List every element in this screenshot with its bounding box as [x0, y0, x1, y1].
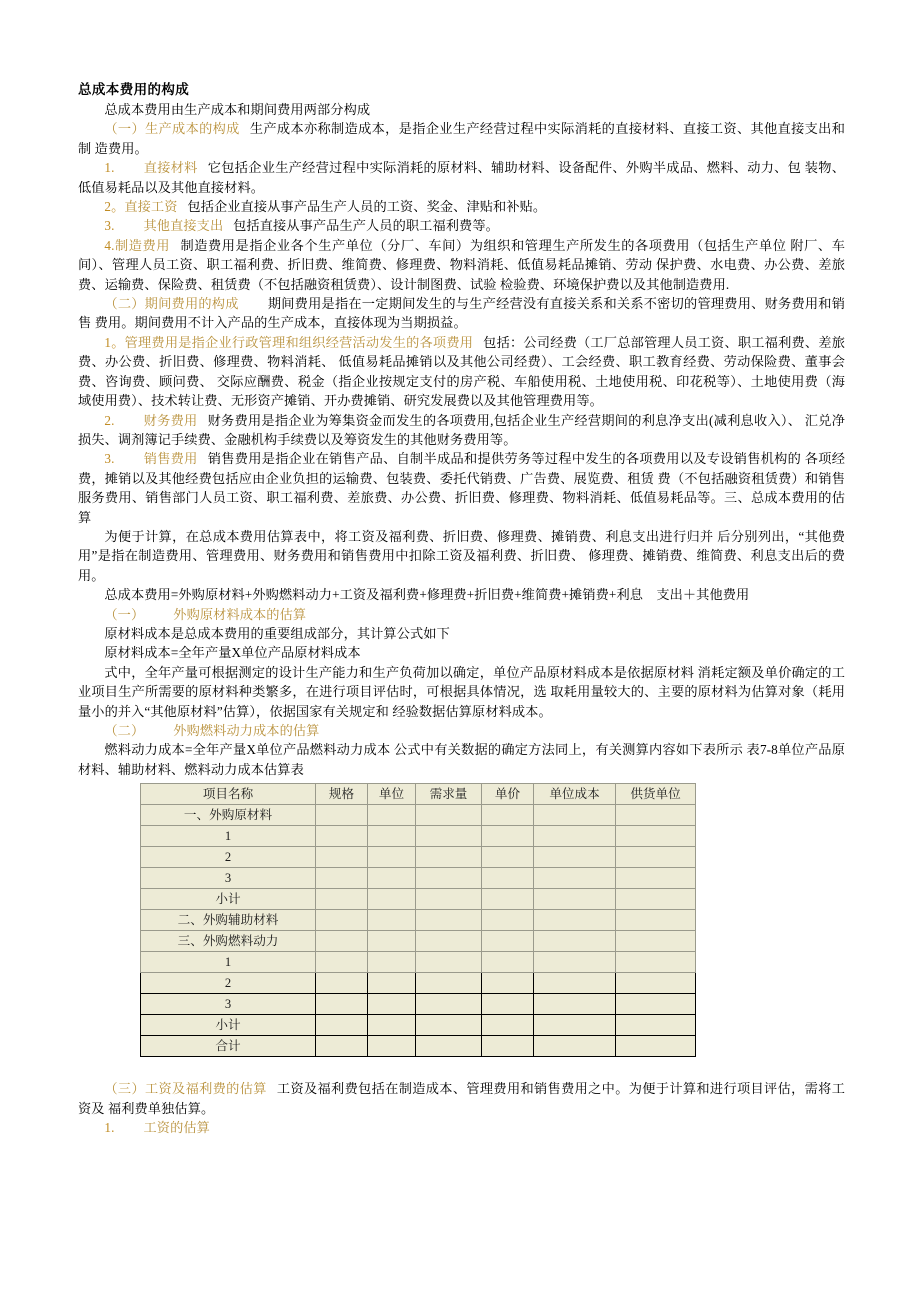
formula-total-cost-text: 总成本费用=外购原材料+外购燃料动力+工资及福利费+修理费+折旧费+维简费+摊销费+利息 支出＋其他费用: [104, 587, 750, 603]
item-number-p1: 1。: [104, 334, 125, 350]
table-cell-spec: [316, 952, 368, 973]
table-cell-item-name: 一、外购原材料: [141, 805, 316, 826]
item-selling-expense: [78, 449, 845, 527]
item-heading-selling-expense: 销售费用: [143, 451, 198, 467]
table-cell-item-name: 合计: [141, 1036, 316, 1057]
table-cell-unit: [368, 868, 416, 889]
item-body-other-direct: 包括直接从事产品生产人员的职工福利费等。: [233, 218, 499, 234]
table-row: [141, 931, 696, 952]
table-row: [141, 889, 696, 910]
table-cell-item-name: 2: [141, 973, 316, 994]
table-row: [141, 1015, 696, 1036]
section-body-period-expense: 期间费用是指在一定期间发生的与生产经营没有直接关系和关系不密切的管理费用、财务费用和销售 费用。期间费用不计入产品的生产成本，直接体现为当期损益。: [78, 296, 846, 331]
table-cell-price: [482, 805, 534, 826]
table-cell-unit: [368, 1015, 416, 1036]
after-table-content: [78, 1079, 845, 1137]
table-cell-unit: [368, 1036, 416, 1057]
item-number-4: 4.: [104, 237, 115, 253]
item-heading-manufacturing-overhead: 制造费用: [114, 237, 171, 253]
table-cell-price: [482, 826, 534, 847]
table-cell-unit-cost: [534, 952, 616, 973]
table-row: [141, 826, 696, 847]
raw-material-formula: [78, 643, 845, 662]
item-number-2: 2。: [104, 199, 125, 215]
section-period-expense: [78, 294, 845, 333]
table-cell-demand: [416, 847, 482, 868]
item-direct-wages: [78, 197, 845, 216]
cost-estimation-table: [140, 783, 696, 1057]
table-cell-item-name: 3: [141, 868, 316, 889]
table-cell-demand: [416, 994, 482, 1015]
item-heading-other-direct: 其他直接支出: [143, 218, 224, 234]
table-cell-unit: [368, 847, 416, 868]
table-cell-supplier: [616, 826, 696, 847]
item-number-s7: 1.: [104, 1120, 115, 1136]
section-heading-purchased-raw-material: 外购原材料成本的估算: [173, 606, 307, 622]
table-cell-demand: [416, 889, 482, 910]
section-body-production-cost: 生产成本亦称制造成本，是指企业生产经营过程中实际消耗的直接材料、直接工资、其他直接支出和制 造费用。: [78, 121, 846, 156]
table-cell-supplier: [616, 910, 696, 931]
table-row: [141, 910, 696, 931]
table-cell-supplier: [616, 889, 696, 910]
table-cell-spec: [316, 931, 368, 952]
table-cell-price: [482, 1015, 534, 1036]
section-heading-number-two: （二）: [104, 723, 145, 738]
section-purchased-raw-material: [78, 605, 845, 624]
item-body-financial-expense: 财务费用是指企业为筹集资金而发生的各项费用,包括企业生产经营期间的利息净支出(减利息收入）、 汇兑净损失、调剂簿记手续费、金融机构手续费以及筹资发生的其他财务费用等。: [78, 412, 845, 447]
table-cell-demand: [416, 1015, 482, 1036]
table-cell-unit-cost: [534, 868, 616, 889]
item-admin-expense: [78, 333, 845, 411]
table-cell-unit-cost: [534, 826, 616, 847]
table-cell-unit: [368, 805, 416, 826]
section-heading-purchased-fuel-power: 外购燃料动力成本的估算: [173, 723, 320, 738]
table-header-price: 单价: [482, 784, 534, 805]
fuel-power-explanation-text: 燃料动力成本=全年产量X单位产品燃料动力成本 公式中有关数据的确定方法同上，有关测算内容如下表所示 表7-8单位产品原材料、辅助材料、燃料动力成本估算表: [78, 742, 845, 777]
table-cell-demand: [416, 973, 482, 994]
table-header-unit: 单位: [368, 784, 416, 805]
table-cell-price: [482, 868, 534, 889]
fuel-power-explanation: [78, 740, 845, 779]
item-body-direct-wages: 包括企业直接从事产品生产人员的工资、奖金、津贴和补贴。: [187, 199, 547, 215]
table-cell-spec: [316, 826, 368, 847]
table-cell-supplier: [616, 847, 696, 868]
table-cell-price: [482, 931, 534, 952]
table-row: [141, 847, 696, 868]
table-cell-demand: [416, 910, 482, 931]
table-cell-unit-cost: [534, 847, 616, 868]
table-cell-item-name: 1: [141, 952, 316, 973]
table-cell-unit: [368, 889, 416, 910]
table-cell-spec: [316, 868, 368, 889]
table-cell-spec: [316, 1036, 368, 1057]
raw-material-explanation: [78, 663, 845, 721]
table-cell-item-name: 2: [141, 847, 316, 868]
raw-material-explanation-text: 式中，全年产量可根据测定的设计生产能力和生产负荷加以确定，单位产品原材料成本是依据原材料 消耗定额及单价确定的工业项目生产所需要的原材料种类繁多，在进行项目评估时，可根据具体情况，选 取耗用量较大的、主要的原材料为估算对象（耗用量小的并入“其他原材料”估算），依据国家有关规定和 经验数据估算原材料成本。: [78, 664, 845, 719]
table-cell-unit: [368, 952, 416, 973]
table-cell-unit-cost: [534, 910, 616, 931]
table-cell-unit: [368, 973, 416, 994]
table-cell-unit-cost: [534, 994, 616, 1015]
raw-material-line-1: [78, 624, 845, 643]
raw-material-formula-text: 原材料成本=全年产量X单位产品原材料成本: [104, 645, 361, 661]
table-cell-demand: [416, 868, 482, 889]
table-cell-unit: [368, 826, 416, 847]
item-number-3: 3.: [104, 218, 115, 234]
table-cell-spec: [316, 889, 368, 910]
item-heading-financial-expense: 财务费用: [143, 412, 198, 428]
table-cell-spec: [316, 847, 368, 868]
table-cell-supplier: [616, 952, 696, 973]
table-cell-demand: [416, 931, 482, 952]
paragraph-total-cost-estimation: [78, 527, 845, 585]
table-cell-supplier: [616, 931, 696, 952]
table-cell-price: [482, 847, 534, 868]
item-manufacturing-overhead: [78, 236, 845, 294]
section-heading-production-cost: （一）生产成本的构成: [104, 121, 240, 137]
table-cell-supplier: [616, 994, 696, 1015]
section-body-wages-benefits: 工资及福利费包括在制造成本、管理费用和销售费用之中。为便于计算和进行项目评估，需将工资及 福利费单独估算。: [78, 1081, 845, 1116]
table-cell-spec: [316, 1015, 368, 1036]
table-cell-unit: [368, 994, 416, 1015]
table-header-supplier: 供货单位: [616, 784, 696, 805]
item-direct-material: [78, 158, 845, 197]
table-cell-spec: [316, 805, 368, 826]
item-other-direct: [78, 216, 845, 235]
table-cell-demand: [416, 1036, 482, 1057]
table-cell-spec: [316, 994, 368, 1015]
table-cell-unit-cost: [534, 805, 616, 826]
table-cell-unit-cost: [534, 1015, 616, 1036]
table-cell-supplier: [616, 973, 696, 994]
intro-paragraph: [78, 100, 845, 119]
table-header-demand: 需求量: [416, 784, 482, 805]
item-body-admin-expense: 包括：公司经费（工厂总部管理人员工资、职工福利费、差旅费、办公费、折旧费、修理费、物料消耗、 低值易耗品摊销以及其他公司经费）、工会经费、职工教育经费、劳动保险费、董事会费、咨询费、顾问费、 交际应酬费、税金（指企业按规定支付的房产税、车船使用税、土地使用税、印花税等）、土地使用费（海 域使用费）、技术转让费、无形资产摊销、开办费摊销、研究发展费以及其他管理费用等。: [78, 334, 845, 409]
table-cell-demand: [416, 952, 482, 973]
table-header-item-name: 项目名称: [141, 784, 316, 805]
table-cell-item-name: 三、外购燃料动力: [141, 931, 316, 952]
table-cell-spec: [316, 973, 368, 994]
table-row: [141, 994, 696, 1015]
item-body-manufacturing-overhead: 制造费用是指企业各个生产单位（分厂、车间）为组织和管理生产所发生的各项费用（包括生产单位 附厂、车间）、管理人员工资、职工福利费、折旧费、维简费、修理费、物料消耗、低值易耗品摊销、劳动 保护费、水电费、办公费、差旅费、运输费、保险费、租赁费（不包括融资租赁费）、设计制图费、试验 检验费、环境保护费以及其他制造费用.: [78, 237, 845, 292]
formula-total-cost: [78, 585, 845, 604]
section-heading-number-one: （一）: [104, 606, 145, 622]
table-cell-unit-cost: [534, 931, 616, 952]
item-number-1: 1.: [104, 160, 115, 176]
section-purchased-fuel-power: [78, 721, 845, 740]
table-cell-price: [482, 973, 534, 994]
item-heading-direct-wages: 直接工资: [124, 199, 178, 215]
table-row: [141, 973, 696, 994]
section-heading-wages-benefits: （三）工资及福利费的估算: [104, 1081, 267, 1097]
table-cell-item-name: 二、外购辅助材料: [141, 910, 316, 931]
table-header-unit-cost: 单位成本: [534, 784, 616, 805]
cost-estimation-table-wrapper: [140, 783, 845, 1057]
table-row: [141, 1036, 696, 1057]
table-cell-supplier: [616, 868, 696, 889]
section-heading-period-expense: （二）期间费用的构成: [104, 296, 239, 312]
item-body-direct-material: 它包括企业生产经营过程中实际消耗的原材料、辅助材料、设备配件、外购半成品、燃料、动力、包 装物、低值易耗品以及其他直接材料。: [78, 160, 846, 195]
item-heading-admin-expense: 管理费用是指企业行政管理和组织经营活动发生的各项费用: [124, 334, 474, 350]
table-cell-supplier: [616, 1015, 696, 1036]
table-cell-unit: [368, 910, 416, 931]
total-cost-estimation-text: 为便于计算，在总成本费用估算表中，将工资及福利费、折旧费、修理费、摊销费、利息支出进行归并 后分别列出，“其他费用”是指在制造费用、管理费用、财务费用和销售费用中扣除工资及福利费、折旧费、 修理费、摊销费、维简费、利息支出后的费用。: [78, 528, 845, 583]
table-header-spec: 规格: [316, 784, 368, 805]
item-financial-expense: [78, 411, 845, 450]
item-heading-direct-material: 直接材料: [143, 160, 198, 176]
table-cell-item-name: 3: [141, 994, 316, 1015]
table-cell-item-name: 小计: [141, 1015, 316, 1036]
table-cell-price: [482, 889, 534, 910]
cost-estimation-table-body: [141, 784, 696, 1057]
table-cell-price: [482, 1036, 534, 1057]
table-cell-unit-cost: [534, 973, 616, 994]
item-number-p2: 2.: [104, 412, 115, 428]
intro-text: 总成本费用由生产成本和期间费用两部分构成: [104, 102, 371, 117]
table-row: [141, 805, 696, 826]
table-cell-unit: [368, 931, 416, 952]
table-cell-supplier: [616, 805, 696, 826]
table-cell-supplier: [616, 1036, 696, 1057]
table-cell-item-name: 1: [141, 826, 316, 847]
item-number-p3: 3.: [104, 451, 115, 467]
table-cell-item-name: 小计: [141, 889, 316, 910]
table-cell-spec: [316, 910, 368, 931]
item-wage-estimation: [78, 1118, 845, 1137]
section-wages-benefits: [78, 1079, 845, 1118]
table-cell-unit-cost: [534, 1036, 616, 1057]
table-cell-demand: [416, 805, 482, 826]
table-cell-price: [482, 910, 534, 931]
table-row: [141, 868, 696, 889]
table-row: [141, 952, 696, 973]
table-cell-unit-cost: [534, 889, 616, 910]
table-cell-demand: [416, 826, 482, 847]
item-heading-wage-estimation: 工资的估算: [143, 1120, 210, 1136]
table-cell-price: [482, 952, 534, 973]
raw-material-line-1-text: 原材料成本是总成本费用的重要组成部分，其计算公式如下: [104, 625, 450, 641]
table-cell-price: [482, 994, 534, 1015]
page-title: 总成本费用的构成: [78, 82, 190, 97]
table-header-row: [141, 784, 696, 805]
section-production-cost: [78, 119, 845, 158]
item-body-selling-expense: 销售费用是指企业在销售产品、自制半成品和提供劳务等过程中发生的各项费用以及专设销售机构的 各项经费，摊销以及其他经费包括应由企业负担的运输费、包装费、委托代销费、广告费、展览费、租赁 费（不包括融资租赁费）和销售服务费用、销售部门人员工资、职工福利费、差旅费、办公费、折旧费、修理费、物料消耗、低值易耗品等。三、总成本费用的估算: [78, 451, 846, 525]
